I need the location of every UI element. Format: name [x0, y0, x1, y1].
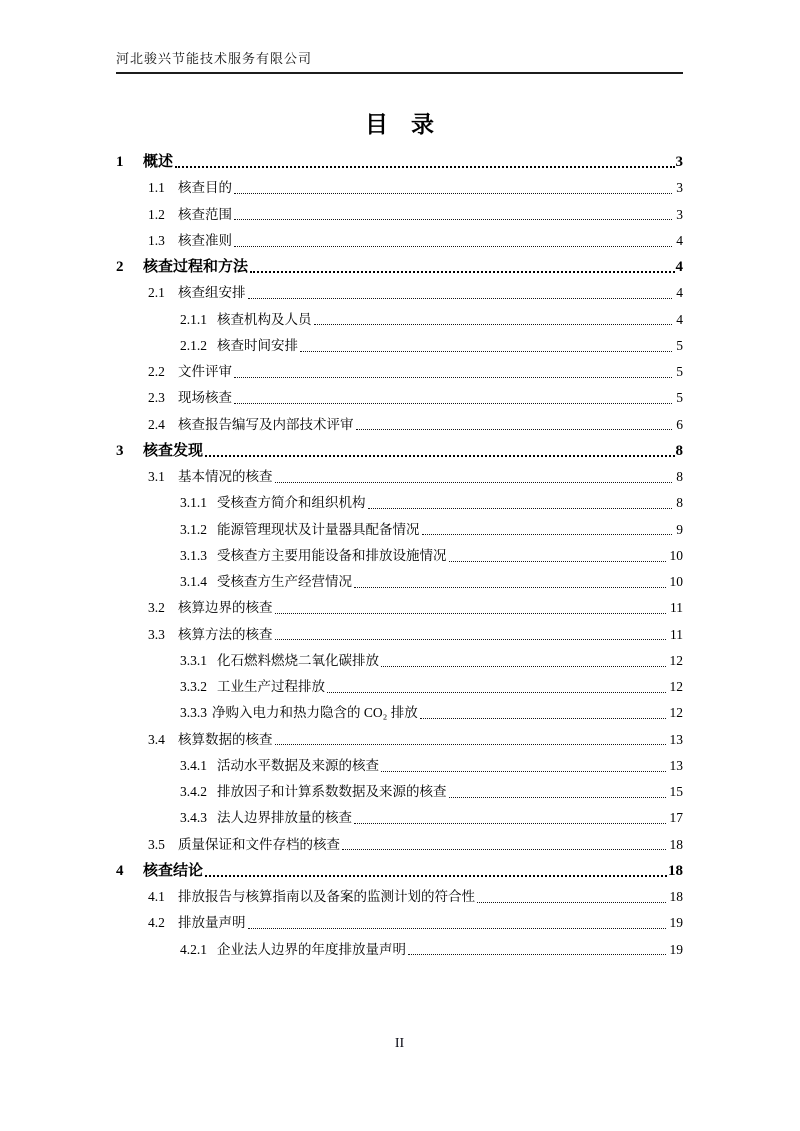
toc-entry-label: 核查目的	[178, 180, 232, 196]
toc-entry-page: 3	[675, 154, 683, 170]
toc-entry[interactable]	[116, 595, 683, 621]
toc-entry-page: 19	[669, 941, 683, 957]
toc-dot-leader	[354, 569, 666, 588]
toc-entry-page: 12	[669, 652, 683, 668]
toc-entry-number: 2	[116, 259, 124, 275]
toc-entry[interactable]	[116, 280, 683, 306]
page-footer	[116, 1036, 683, 1052]
toc-entry-number: 3.3.3	[180, 705, 207, 721]
toc-entry-page: 3	[676, 206, 683, 222]
toc-entry-label: 化石燃料燃烧二氧化碳排放	[217, 652, 379, 668]
toc-entry-label: 排放报告与核算指南以及备案的监测计划的符合性	[178, 889, 475, 904]
toc-entry-number: 3.3	[148, 626, 165, 642]
toc-entry-label: 活动水平数据及来源的核查	[217, 757, 379, 773]
toc-dot-leader	[175, 149, 674, 168]
toc-entry-number: 4.2.1	[180, 941, 207, 957]
toc-entry-number: 2.1	[148, 285, 165, 301]
toc-entry-label: 排放因子和计算系数数据及来源的核查	[217, 784, 447, 799]
toc-entry-number: 3.4.3	[180, 810, 207, 826]
toc-entry[interactable]	[116, 438, 683, 464]
toc-entry-label: 核查发现	[143, 442, 204, 459]
toc-entry-page: 3	[676, 180, 683, 196]
toc-dot-leader	[408, 937, 666, 956]
toc-entry-label: 核查准则	[178, 232, 232, 248]
toc-dot-leader	[275, 464, 673, 483]
toc-entry-page: 11	[670, 626, 683, 642]
toc-entry[interactable]	[116, 254, 683, 280]
toc-entry-page: 13	[669, 757, 683, 773]
toc-entry[interactable]	[116, 569, 683, 595]
toc-entry-number: 1.1	[148, 180, 165, 196]
toc-dot-leader	[381, 648, 666, 667]
toc-entry-page: 10	[669, 574, 683, 589]
toc-dot-leader	[205, 858, 667, 877]
toc-entry-page: 18	[668, 862, 683, 879]
toc-entry-page: 5	[676, 364, 683, 379]
toc-dot-leader	[234, 175, 672, 194]
toc-entry-label: 核算数据的核查	[178, 731, 273, 747]
toc-entry-page: 9	[676, 521, 683, 537]
toc-entry[interactable]	[116, 727, 683, 753]
toc-entry[interactable]	[116, 622, 683, 648]
toc-entry[interactable]	[116, 149, 683, 175]
toc-entry-number: 3.4.2	[180, 784, 207, 799]
toc-entry[interactable]	[116, 648, 683, 674]
toc-dot-leader	[275, 727, 666, 746]
toc-entry-label: 核查结论	[143, 862, 204, 879]
toc-entry-number: 2.3	[148, 390, 165, 406]
toc-dot-leader	[234, 385, 672, 404]
toc-dot-leader	[300, 333, 672, 352]
toc-dot-leader	[275, 622, 667, 641]
page-title: 目 录	[365, 112, 434, 137]
toc-entry-label: 基本情况的核查	[178, 469, 273, 484]
toc-entry-number: 2.4	[148, 416, 165, 432]
toc-entry[interactable]	[116, 910, 683, 936]
toc-entry[interactable]	[116, 832, 683, 858]
toc-entry[interactable]	[116, 753, 683, 779]
toc-entry-page: 11	[670, 600, 683, 616]
toc-entry-number: 3.1.1	[180, 495, 207, 511]
toc-entry-page: 15	[669, 784, 683, 799]
toc-entry-label: 概述	[143, 154, 174, 170]
toc-entry-page: 4	[676, 285, 683, 301]
toc-entry-page: 12	[669, 679, 683, 694]
toc-entry-label: 工业生产过程排放	[217, 679, 325, 694]
toc-dot-leader	[342, 832, 666, 851]
toc-entry-label: 法人边界排放量的核查	[217, 810, 352, 826]
toc-entry-page: 8	[675, 442, 683, 459]
toc-entry-number: 3	[116, 442, 124, 459]
toc-entry-label: 受核查方简介和组织机构	[217, 495, 366, 511]
toc-dot-leader	[314, 307, 673, 326]
toc-dot-leader	[368, 490, 673, 509]
toc-entry-label: 能源管理现状及计量器具配备情况	[217, 521, 420, 537]
toc-entry[interactable]	[116, 543, 683, 569]
toc-entry-number: 2.1.2	[180, 337, 207, 353]
toc-entry[interactable]	[116, 937, 683, 963]
toc-entry[interactable]	[116, 779, 683, 805]
toc-entry[interactable]	[116, 858, 683, 884]
toc-entry-page: 5	[676, 337, 683, 353]
toc-entry[interactable]	[116, 700, 683, 726]
toc-entry[interactable]	[116, 805, 683, 831]
toc-dot-leader	[477, 884, 666, 903]
table-of-contents	[116, 149, 683, 963]
toc-dot-leader	[234, 202, 672, 221]
toc-dot-leader	[234, 359, 672, 378]
toc-dot-leader	[449, 543, 666, 562]
toc-dot-leader	[420, 700, 666, 719]
toc-entry-label: 净购入电力和热力隐含的 CO₂ 排放	[212, 705, 418, 721]
toc-entry-page: 12	[669, 705, 683, 721]
toc-dot-leader	[449, 779, 666, 798]
toc-dot-leader	[381, 753, 666, 772]
toc-entry[interactable]	[116, 359, 683, 385]
page-header	[116, 48, 683, 74]
toc-entry-number: 3.4	[148, 731, 165, 747]
page-number: II	[394, 1036, 405, 1051]
toc-entry-number: 2.1.1	[180, 311, 207, 327]
toc-entry-page: 8	[676, 469, 683, 484]
toc-entry[interactable]	[116, 307, 683, 333]
toc-entry-page: 19	[669, 915, 683, 931]
toc-entry-label: 核查时间安排	[217, 337, 298, 353]
toc-entry-number: 2.2	[148, 364, 165, 379]
toc-dot-leader	[248, 910, 666, 929]
toc-entry-number: 4.1	[148, 889, 165, 904]
toc-entry-number: 3.1.3	[180, 547, 207, 563]
toc-entry-number: 3.4.1	[180, 757, 207, 773]
toc-entry-page: 4	[675, 259, 683, 275]
toc-entry-label: 核算方法的核查	[178, 626, 273, 642]
toc-entry-page: 4	[676, 311, 683, 327]
toc-dot-leader	[356, 412, 673, 431]
toc-entry-label: 现场核查	[178, 390, 232, 406]
toc-entry-page: 8	[676, 495, 683, 511]
toc-entry-number: 3.1.2	[180, 521, 207, 537]
toc-entry[interactable]	[116, 412, 683, 438]
toc-entry-number: 4.2	[148, 915, 165, 931]
toc-entry-page: 4	[676, 232, 683, 248]
toc-entry[interactable]	[116, 175, 683, 201]
toc-entry-label: 核查报告编写及内部技术评审	[178, 416, 354, 432]
toc-entry-number: 4	[116, 862, 124, 879]
toc-entry-label: 核查组安排	[178, 285, 246, 301]
toc-entry-label: 企业法人边界的年度排放量声明	[217, 941, 406, 957]
toc-entry-page: 10	[669, 547, 683, 563]
toc-entry-label: 核算边界的核查	[178, 600, 273, 616]
toc-entry-number: 3.1	[148, 469, 165, 484]
toc-entry[interactable]	[116, 490, 683, 516]
toc-entry[interactable]	[116, 674, 683, 700]
toc-entry[interactable]	[116, 884, 683, 910]
toc-dot-leader	[327, 674, 666, 693]
toc-entry-number: 1.3	[148, 232, 165, 248]
toc-entry-number: 3.5	[148, 836, 165, 852]
toc-entry-page: 17	[669, 810, 683, 826]
toc-dot-leader	[275, 595, 667, 614]
toc-dot-leader	[234, 228, 672, 247]
toc-entry[interactable]	[116, 517, 683, 543]
toc-entry-page: 6	[676, 416, 683, 432]
company-name: 河北骏兴节能技术服务有限公司	[116, 51, 313, 66]
toc-entry-number: 1.2	[148, 206, 165, 222]
toc-entry-page: 18	[669, 836, 683, 852]
toc-entry-label: 核查范围	[178, 206, 232, 222]
toc-entry-page: 18	[669, 889, 683, 904]
toc-entry[interactable]	[116, 464, 683, 490]
toc-entry-label: 核查机构及人员	[217, 311, 312, 327]
toc-dot-leader	[422, 517, 673, 536]
toc-dot-leader	[205, 438, 674, 457]
toc-entry[interactable]	[116, 228, 683, 254]
toc-entry[interactable]	[116, 385, 683, 411]
toc-entry-number: 3.3.1	[180, 652, 207, 668]
toc-entry-number: 3.2	[148, 600, 165, 616]
toc-dot-leader	[248, 280, 673, 299]
toc-entry-label: 受核查方主要用能设备和排放设施情况	[217, 547, 447, 563]
toc-entry-page: 13	[669, 731, 683, 747]
toc-entry[interactable]	[116, 202, 683, 228]
toc-dot-leader	[354, 805, 666, 824]
toc-entry-number: 3.3.2	[180, 679, 207, 694]
toc-dot-leader	[250, 254, 674, 273]
toc-entry-page: 5	[676, 390, 683, 406]
toc-entry-label: 文件评审	[178, 364, 232, 379]
toc-entry-label: 质量保证和文件存档的核查	[178, 836, 340, 852]
toc-entry-label: 受核查方生产经营情况	[217, 574, 352, 589]
toc-entry-number: 1	[116, 154, 124, 170]
toc-entry-label: 核查过程和方法	[143, 259, 249, 275]
toc-entry-label: 排放量声明	[178, 915, 246, 931]
toc-entry[interactable]	[116, 333, 683, 359]
toc-entry-number: 3.1.4	[180, 574, 207, 589]
